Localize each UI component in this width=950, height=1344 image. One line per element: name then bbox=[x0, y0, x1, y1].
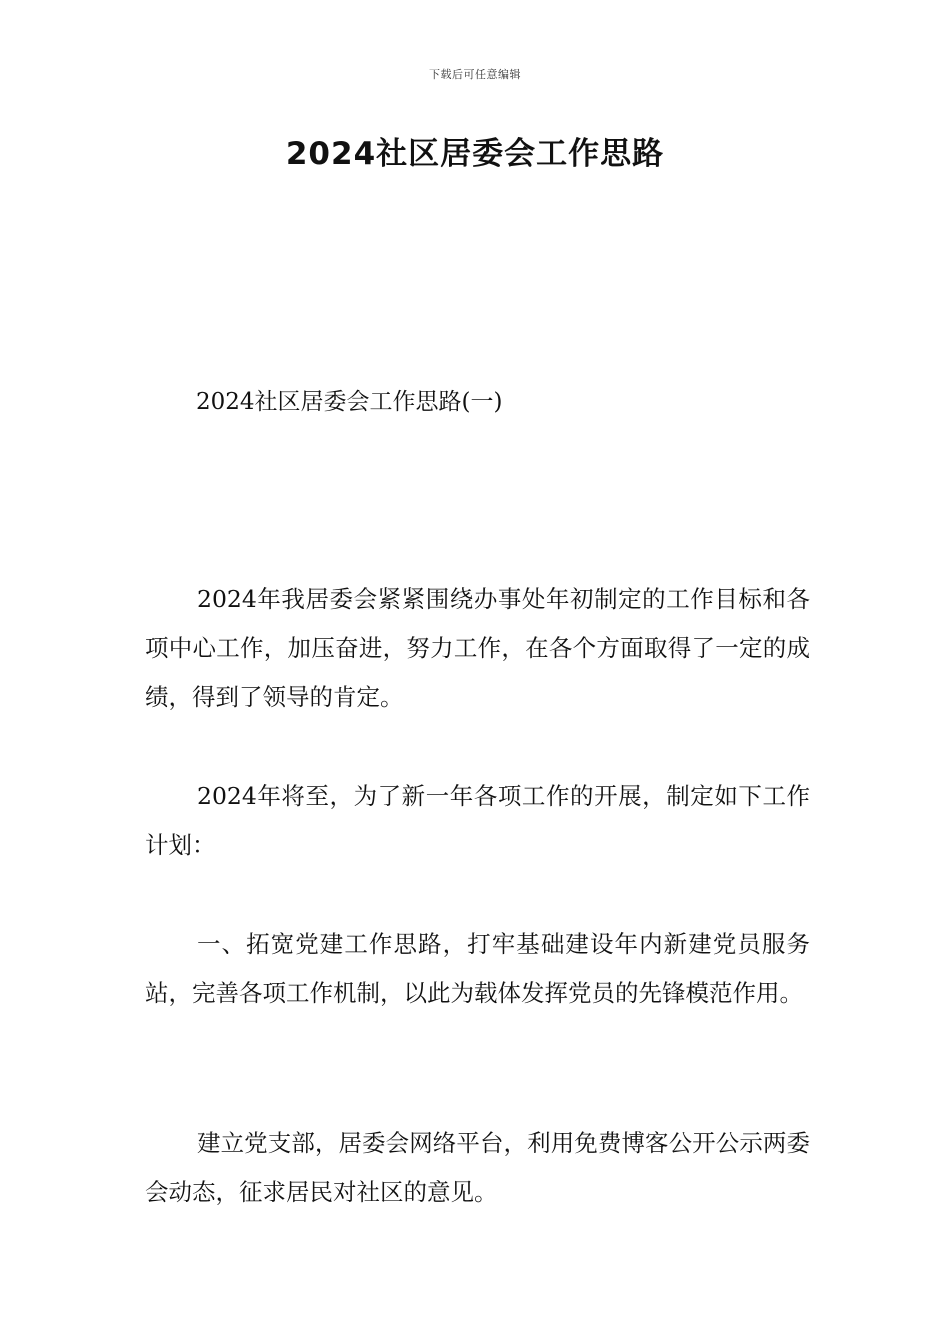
document-title: 2024社区居委会工作思路 bbox=[285, 136, 665, 172]
paragraph: 建立党支部，居委会网络平台，利用免费博客公开公示两委会动态，征求居民对社区的意见。 bbox=[145, 1129, 810, 1206]
section-heading: 2024社区居委会工作思路(一) bbox=[196, 389, 503, 415]
paragraph: 2024年我居委会紧紧围绕办事处年初制定的工作目标和各项中心工作，加压奋进，努力工作，在各个方面取得了一定的成绩，得到了领导的肯定。 bbox=[145, 585, 810, 711]
paragraph: 一、拓宽党建工作思路，打牢基础建设年内新建党员服务站，完善各项工作机制，以此为载体发挥党员的先锋模范作用。 bbox=[145, 930, 810, 1007]
paragraph: 2024年将至，为了新一年各项工作的开展，制定如下工作计划： bbox=[145, 782, 810, 859]
header-note: 下载后可任意编辑 bbox=[429, 68, 521, 81]
